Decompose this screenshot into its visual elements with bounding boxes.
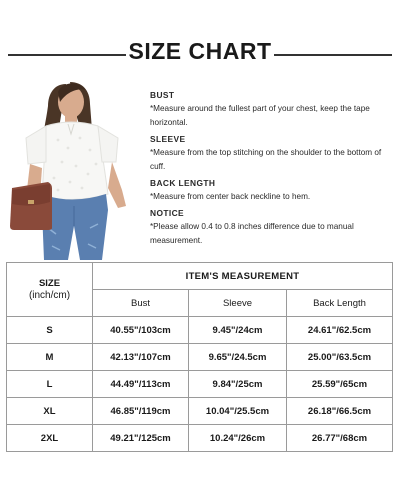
measurement-header: ITEM'S MEASUREMENT xyxy=(93,263,393,290)
table-row xyxy=(7,371,393,398)
bust-text: *Measure around the fullest part of your chest, keep the tape horizontal. xyxy=(150,104,370,127)
product-photo xyxy=(8,78,144,260)
size-header xyxy=(7,263,93,317)
size-table xyxy=(6,262,393,452)
bust-cell: 46.85"/119cm xyxy=(93,398,189,425)
sleeve-text: *Measure from the top stitching on the shoulder to the bottom of cuff. xyxy=(150,148,382,171)
bust-column-header: Bust xyxy=(93,290,189,317)
back-length-heading: BACK LENGTH xyxy=(150,178,216,188)
back-length-cell: 24.61"/62.5cm xyxy=(287,317,393,344)
sleeve-heading: SLEEVE xyxy=(150,134,186,144)
size-cell: XL xyxy=(7,398,93,425)
sleeve-cell: 10.04"/25.5cm xyxy=(189,398,287,425)
back-length-column-header: Back Length xyxy=(287,290,393,317)
table-row xyxy=(7,425,393,452)
page-header xyxy=(0,34,400,74)
table-row xyxy=(7,344,393,371)
size-cell: L xyxy=(7,371,93,398)
notice-heading: NOTICE xyxy=(150,208,185,218)
sleeve-cell: 9.84"/25cm xyxy=(189,371,287,398)
back-length-cell: 26.77"/68cm xyxy=(287,425,393,452)
bust-cell: 49.21"/125cm xyxy=(93,425,189,452)
size-unit: (inch/cm) xyxy=(28,289,71,301)
sleeve-cell: 9.65"/24.5cm xyxy=(189,344,287,371)
size-cell: 2XL xyxy=(7,425,93,452)
size-label: SIZE xyxy=(38,277,61,289)
bust-cell: 40.55"/103cm xyxy=(93,317,189,344)
sleeve-cell: 9.45"/24cm xyxy=(189,317,287,344)
back-length-text: *Measure from center back neckline to hem. xyxy=(150,192,311,201)
title-rule-left xyxy=(8,54,126,56)
table-row xyxy=(7,317,393,344)
notice-text: *Please allow 0.4 to 0.8 inches difference due to manual measurement. xyxy=(150,222,354,245)
back-length-cell: 26.18"/66.5cm xyxy=(287,398,393,425)
bust-cell: 44.49"/113cm xyxy=(93,371,189,398)
measurement-notes xyxy=(150,88,394,248)
table-row xyxy=(7,398,393,425)
back-length-cell: 25.59"/65cm xyxy=(287,371,393,398)
page-title: SIZE CHART xyxy=(128,38,272,64)
bust-heading: BUST xyxy=(150,90,175,100)
size-cell: S xyxy=(7,317,93,344)
sleeve-column-header: Sleeve xyxy=(189,290,287,317)
sleeve-cell: 10.24"/26cm xyxy=(189,425,287,452)
back-length-cell: 25.00"/63.5cm xyxy=(287,344,393,371)
bust-cell: 42.13"/107cm xyxy=(93,344,189,371)
title-rule-right xyxy=(274,54,392,56)
size-cell: M xyxy=(7,344,93,371)
